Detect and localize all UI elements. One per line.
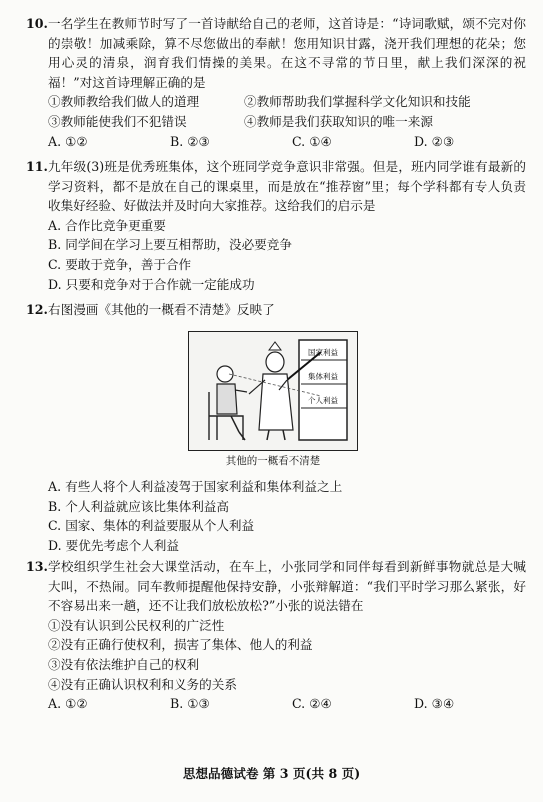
question-10	[26, 14, 526, 151]
option-c: C. ①④	[292, 133, 332, 149]
statement-item: ③没有依法维护自己的权利	[48, 656, 200, 672]
option-d: D. ②③	[414, 133, 455, 149]
option-b: B. ②③	[170, 133, 210, 149]
question-12-options	[26, 477, 526, 555]
cartoon-figure	[188, 331, 358, 451]
question-13	[26, 557, 526, 714]
cartoon-illustration	[189, 332, 356, 449]
statement-item: ③教师能使我们不犯错误	[48, 113, 187, 129]
option-b: B. 个人利益就应该比集体利益高	[48, 498, 229, 514]
question-number: 11.	[26, 159, 48, 174]
statement-item: ②教师帮助我们掌握科学文化知识和技能	[244, 94, 471, 110]
question-stem: 右图漫画《其他的一概看不清楚》反映了	[48, 302, 275, 317]
question-12	[26, 300, 526, 320]
option-d: D. 要优先考虑个人利益	[48, 537, 179, 553]
option-a: A. ①②	[48, 696, 88, 712]
option-c: C. ②④	[292, 696, 332, 712]
option-b: B. ①③	[170, 696, 210, 712]
statement-row	[48, 92, 526, 112]
question-number: 12.	[26, 302, 48, 317]
figure-caption: 其他的一概看不清楚	[225, 455, 321, 467]
question-number: 13.	[26, 559, 48, 574]
statement-item: ②没有正确行使权利，损害了集体、他人的利益	[48, 637, 313, 653]
option-a: A. 有些人将个人利益凌驾于国家利益和集体利益之上	[48, 479, 343, 494]
option-a: A. ①②	[48, 133, 88, 149]
option-c: C. 要敢于竞争，善于合作	[48, 256, 192, 272]
question-number: 10.	[26, 16, 48, 31]
option-b: B. 同学间在学习上要互相帮助，没必要竞争	[48, 237, 292, 253]
option-d: D. ③④	[414, 696, 455, 712]
board-label-national: 国家利益	[308, 348, 338, 357]
question-11	[26, 157, 526, 294]
answer-options	[48, 694, 526, 714]
statement-item: ①教师教给我们做人的道理	[48, 94, 200, 110]
statement-item: ④教师是我们获取知识的唯一来源	[244, 113, 433, 129]
question-stem: 一名学生在教师节时写了一首诗献给自己的老师，这首诗是：“诗词歌赋，颂不完对你的崇敬！加减乘除，算不尽您做出的奉献！您用知识甘露，浇开我们理想的花朵；您用心灵的清泉，润育我们情操的美果。在这不寻常的节日里，献上我们深深的祝福！”对这首诗理解正确的是	[48, 16, 526, 90]
question-stem: 学校组织学生社会大课堂活动，在车上，小张同学和同伴每看到新鲜事物就总是大喊大叫，不热闹。同车教师提醒他保持安静，小张辩解道：“我们平时学习那么紧张，好不容易出来一趟，还不让我们放松放松?”小张的说法错在	[48, 559, 526, 614]
question-stem: 九年级(3)班是优秀班集体，这个班同学竞争意识非常强。但是，班内同学谁有最新的学习资料，都不是放在自己的课桌里，而是放在“推荐窗”里；每个学科都有专人负责收集好经验、好做法并及时向大家推荐。这给我们的启示是	[48, 159, 526, 214]
statement-item: ④没有正确认识权利和义务的关系	[48, 676, 237, 692]
statement-item: ①没有认识到公民权利的广泛性	[48, 617, 225, 633]
option-d: D. 只要和竞争对于合作就一定能成功	[48, 276, 255, 292]
option-a: A. 合作比竞争更重要	[48, 217, 166, 233]
answer-options	[48, 132, 526, 152]
board-label-collective: 集体利益	[308, 372, 338, 381]
statement-row	[48, 112, 526, 132]
page-footer: 思想品德试卷 第 3 页(共 8 页)	[182, 766, 361, 781]
option-c: C. 国家、集体的利益要服从个人利益	[48, 518, 255, 534]
board-label-personal: 个人利益	[308, 396, 338, 405]
